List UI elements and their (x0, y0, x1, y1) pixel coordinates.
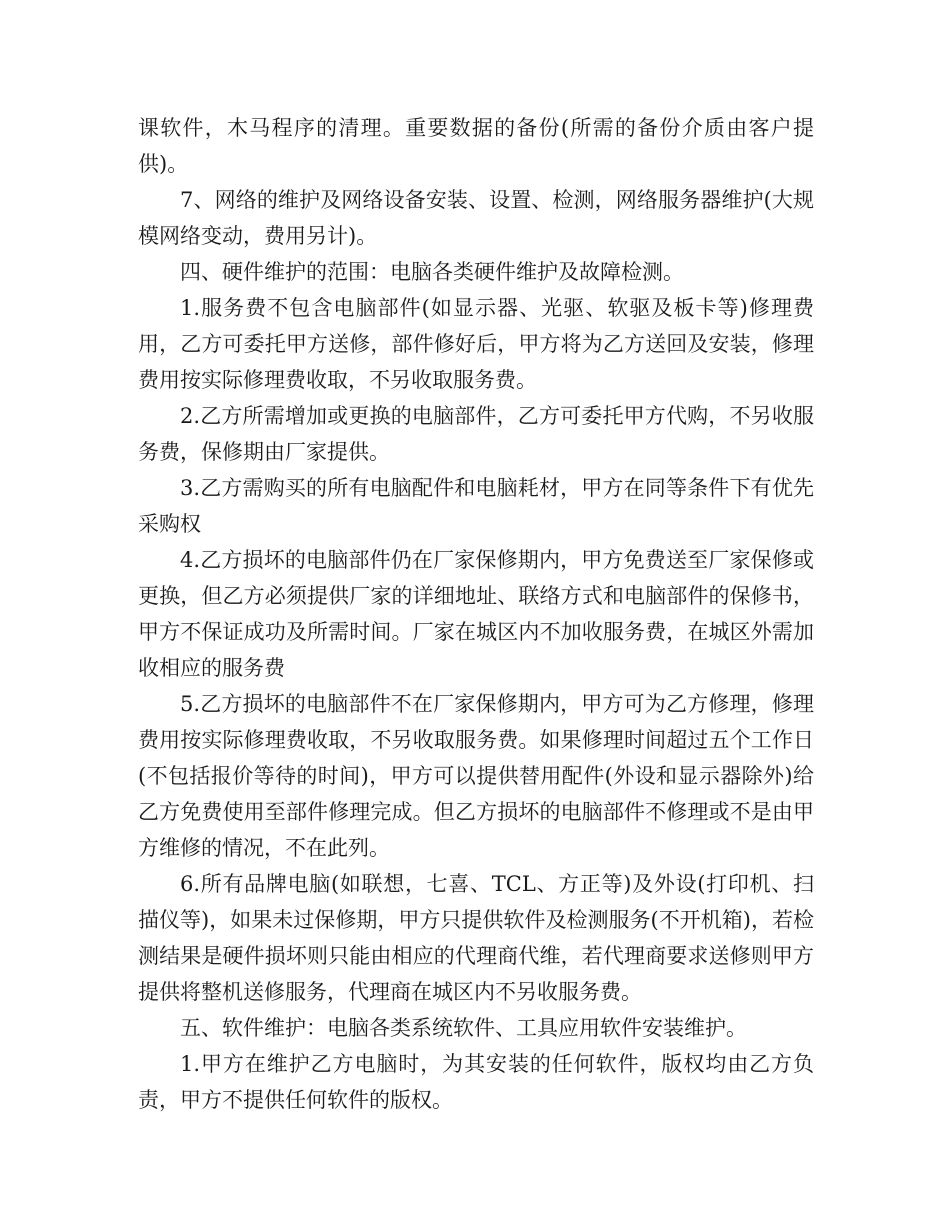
document-body (138, 110, 814, 1118)
paragraph-hardware-4: 4.乙方损坏的电脑部件仍在厂家保修期内，甲方免费送至厂家保修或更换，但乙方必须提供厂家的详细地址、联络方式和电脑部件的保修书，甲方不保证成功及所需时间。厂家在城区内不加收服务费，在城区外需加收相应的服务费 (138, 548, 814, 680)
section-heading-hardware: 四、硬件维护的范围：电脑各类硬件维护及故障检测。 (180, 260, 684, 284)
paragraph-hardware-3: 3.乙方需购买的所有电脑配件和电脑耗材，甲方在同等条件下有优先采购权 (138, 476, 814, 536)
paragraph-software-1: 1.甲方在维护乙方电脑时，为其安装的任何软件，版权均由乙方负责，甲方不提供任何软件的版权。 (138, 1052, 814, 1112)
paragraph-continuation: 课软件，木马程序的清理。重要数据的备份(所需的备份介质由客户提供)。 (138, 116, 814, 176)
paragraph-hardware-1: 1.服务费不包含电脑部件(如显示器、光驱、软驱及板卡等)修理费用，乙方可委托甲方送修，部件修好后，甲方将为乙方送回及安装，修理费用按实际修理费收取，不另收取服务费。 (138, 296, 814, 392)
paragraph-network-maintenance: 7、网络的维护及网络设备安装、设置、检测，网络服务器维护(大规模网络变动，费用另计)。 (138, 188, 814, 248)
section-heading-software: 五、软件维护：电脑各类系统软件、工具应用软件安装维护。 (180, 1016, 747, 1040)
paragraph-hardware-2: 2.乙方所需增加或更换的电脑部件，乙方可委托甲方代购，不另收服务费，保修期由厂家提供。 (138, 404, 814, 464)
paragraph-hardware-5: 5.乙方损坏的电脑部件不在厂家保修期内，甲方可为乙方修理，修理费用按实际修理费收取，不另收取服务费。如果修理时间超过五个工作日(不包括报价等待的时间)，甲方可以提供替用配件(外设和显示器除外)给乙方免费使用至部件修理完成。但乙方损坏的电脑部件不修理或不是由甲方维修的情况，不在此列。 (138, 692, 814, 860)
paragraph-hardware-6: 6.所有品牌电脑(如联想，七喜、TCL、方正等)及外设(打印机、扫描仪等)，如果未过保修期，甲方只提供软件及检测服务(不开机箱)，若检测结果是硬件损坏则只能由相应的代理商代维，若代理商要求送修则甲方提供将整机送修服务，代理商在城区内不另收服务费。 (138, 872, 814, 1004)
